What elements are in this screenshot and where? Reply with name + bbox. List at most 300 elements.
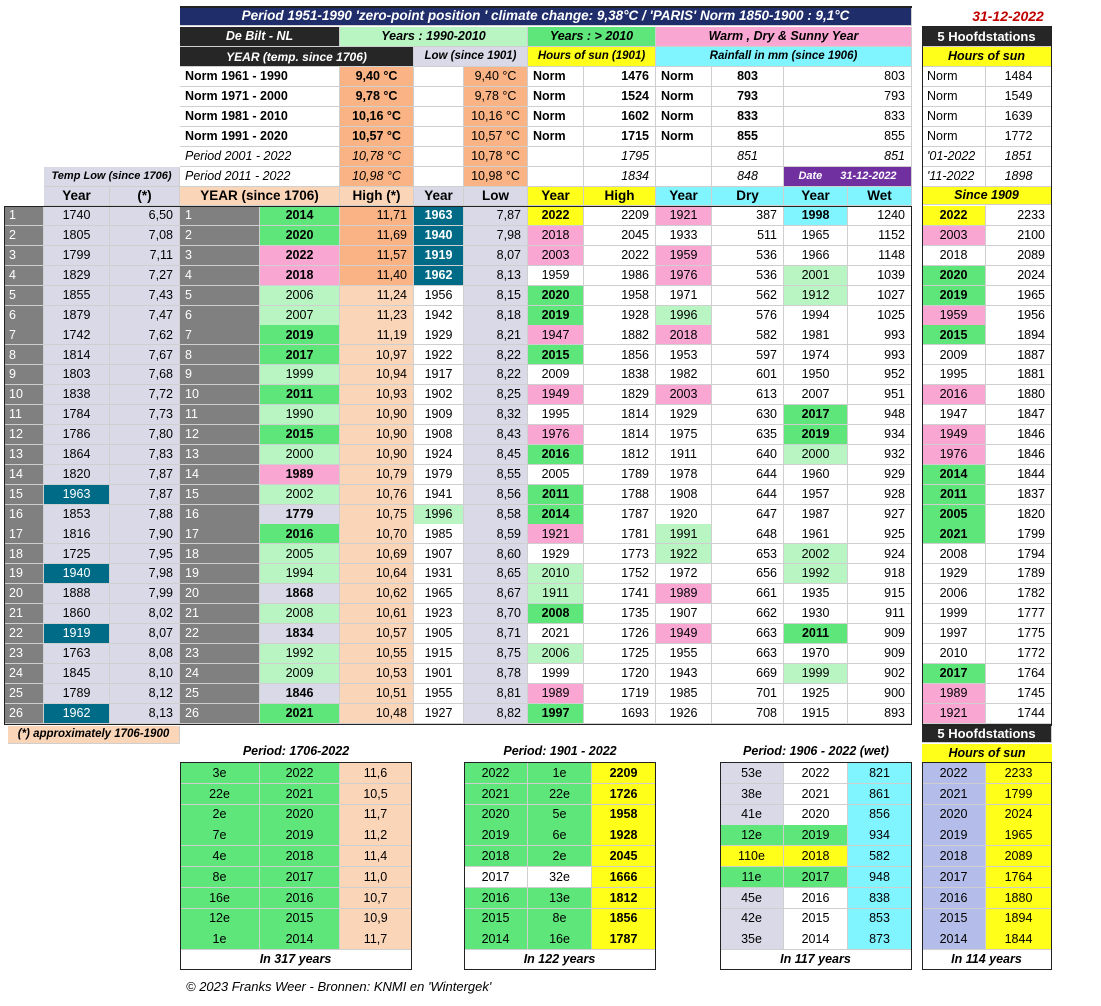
norm-spacer xyxy=(414,107,464,127)
rank-cell: 597 xyxy=(712,345,784,365)
rank-cell: 1773 xyxy=(584,544,656,564)
hoof-cell: 1844 xyxy=(986,929,1052,950)
rain-norm-label xyxy=(656,147,712,167)
rank-cell: 7,73 xyxy=(110,405,180,425)
sun-table-frame xyxy=(464,762,656,970)
rank-cell: 2014 xyxy=(260,206,340,226)
hoof-footer: In 114 years xyxy=(922,950,1052,970)
station-label: De Bilt - NL xyxy=(180,27,340,47)
rank-cell: 17 xyxy=(180,524,260,544)
hoof-norm-label: '11-2022 xyxy=(922,167,986,187)
rank-cell: 536 xyxy=(712,266,784,286)
temp-table-title: Period: 1706-2022 xyxy=(242,744,350,758)
rank-cell: 8,22 xyxy=(464,345,528,365)
date-box-value: 31-12-2022 xyxy=(840,170,897,182)
rank-cell: 12 xyxy=(180,425,260,445)
rank-cell: 7,80 xyxy=(110,425,180,445)
rank-cell: 511 xyxy=(712,226,784,246)
temp-cell: 11,2 xyxy=(340,825,412,846)
year-temp-header: YEAR (temp. since 1706) xyxy=(180,47,414,67)
hoof-cell: 2019 xyxy=(922,825,986,846)
rain-cell: 2016 xyxy=(784,888,848,909)
rank-cell: 8,18 xyxy=(464,306,528,326)
col-header-year5: Year xyxy=(784,187,848,206)
rank-cell: 1917 xyxy=(414,365,464,385)
rank-cell: 1994 xyxy=(784,306,848,326)
rank-cell: 8,13 xyxy=(464,266,528,286)
rank-cell: 1787 xyxy=(584,505,656,525)
rank-cell: 2005 xyxy=(922,505,986,525)
footnote: (*) approximately 1706-1900 xyxy=(8,726,180,744)
rank-cell: 2005 xyxy=(260,544,340,564)
sun-cell: 16e xyxy=(528,929,592,950)
temp-cell: 4e xyxy=(180,846,260,867)
hoof-cell: 2016 xyxy=(922,888,986,909)
rank-cell: 1925 xyxy=(784,684,848,704)
temp-cell: 22e xyxy=(180,784,260,805)
rank-cell: 1782 xyxy=(986,584,1052,604)
rank-cell: 1949 xyxy=(656,624,712,644)
rank-cell: 1965 xyxy=(784,226,848,246)
sun-cell: 2019 xyxy=(464,825,528,846)
temp-cell: 10,5 xyxy=(340,784,412,805)
col-header-wet: Wet xyxy=(848,187,912,206)
rank-cell: 1911 xyxy=(656,445,712,465)
rank-cell: 11,69 xyxy=(340,226,414,246)
temp-cell: 2e xyxy=(180,805,260,826)
rank-cell: 8,08 xyxy=(110,644,180,664)
rank-cell: 1814 xyxy=(44,345,110,365)
header-top-rule xyxy=(180,6,912,8)
rank-cell: 1976 xyxy=(528,425,584,445)
rank-cell: 2019 xyxy=(528,306,584,326)
rank-cell: 1947 xyxy=(922,405,986,425)
sun-cell: 6e xyxy=(528,825,592,846)
rain-cell: 45e xyxy=(720,888,784,909)
rank-cell: 1956 xyxy=(986,306,1052,326)
rain-norm-label: Norm xyxy=(656,127,712,147)
col-header-high2: High xyxy=(584,187,656,206)
rank-cell: 909 xyxy=(848,644,912,664)
rank-cell: 1966 xyxy=(784,246,848,266)
rank-cell: 924 xyxy=(848,544,912,564)
rank-cell: 1907 xyxy=(414,544,464,564)
rank-cell: 17 xyxy=(4,524,44,544)
rank-cell: 10,97 xyxy=(340,345,414,365)
rank-cell: 648 xyxy=(712,524,784,544)
rank-cell: 2015 xyxy=(922,325,986,345)
rank-cell: 2000 xyxy=(260,445,340,465)
rank-cell: 2010 xyxy=(528,564,584,584)
rain-table-title: Period: 1906 - 2022 (wet) xyxy=(743,744,889,758)
rain-cell: 934 xyxy=(848,825,912,846)
rank-cell: 2003 xyxy=(528,246,584,266)
rank-cell: 1999 xyxy=(528,664,584,684)
rank-cell: 1814 xyxy=(584,405,656,425)
rank-cell: 1741 xyxy=(584,584,656,604)
rank-cell: 26 xyxy=(4,704,44,724)
rank-cell: 1888 xyxy=(44,584,110,604)
norm-temp: 10,16 °C xyxy=(340,107,414,127)
rank-cell: 1961 xyxy=(784,524,848,544)
hoofdstations-bottom-header: 5 Hoofdstations xyxy=(922,724,1052,743)
rank-cell: 1 xyxy=(180,206,260,226)
rank-cell: 2011 xyxy=(528,485,584,505)
rain-cell: 2018 xyxy=(784,846,848,867)
rain-table-frame xyxy=(720,762,912,970)
rank-cell: 1974 xyxy=(784,345,848,365)
rank-cell: 1998 xyxy=(784,206,848,226)
norm-label: Norm 1961 - 1990 xyxy=(180,67,340,87)
norm-low: 10,78 °C xyxy=(464,147,528,167)
norm-temp: 9,78 °C xyxy=(340,87,414,107)
rank-cell: 1959 xyxy=(528,266,584,286)
rank-cell: 2017 xyxy=(922,664,986,684)
hoof-cell: 1764 xyxy=(986,867,1052,888)
rank-cell: 4 xyxy=(4,266,44,286)
temp-cell: 1e xyxy=(180,929,260,950)
rank-cell: 8 xyxy=(180,345,260,365)
rank-cell: 26 xyxy=(180,704,260,724)
rank-cell: 21 xyxy=(4,604,44,624)
rank-cell: 1820 xyxy=(44,465,110,485)
rank-cell: 2045 xyxy=(584,226,656,246)
rank-cell: 1959 xyxy=(922,306,986,326)
rank-cell: 2006 xyxy=(260,286,340,306)
rain-norm-b: 793 xyxy=(784,87,912,107)
rank-cell: 16 xyxy=(4,505,44,525)
hoof-norm-value: 1484 xyxy=(986,67,1052,87)
rank-cell: 1987 xyxy=(784,505,848,525)
temp-cell: 2014 xyxy=(260,929,340,950)
rank-cell: 1919 xyxy=(44,624,110,644)
rank-cell: 7,43 xyxy=(110,286,180,306)
rank-cell: 7 xyxy=(4,325,44,345)
rank-cell: 536 xyxy=(712,246,784,266)
rank-cell: 1915 xyxy=(784,704,848,724)
norm-temp: 10,78 °C xyxy=(340,147,414,167)
hoof-norm-value: 1772 xyxy=(986,127,1052,147)
rank-cell: 2003 xyxy=(656,385,712,405)
sun-norm-value: 1602 xyxy=(584,107,656,127)
rank-cell: 7,83 xyxy=(110,445,180,465)
rank-cell: 23 xyxy=(4,644,44,664)
rank-cell: 644 xyxy=(712,485,784,505)
hoof-norm-value: 1639 xyxy=(986,107,1052,127)
rank-cell: 1148 xyxy=(848,246,912,266)
rank-cell: 1982 xyxy=(656,365,712,385)
rank-cell: 8,13 xyxy=(110,704,180,724)
rank-cell: 925 xyxy=(848,524,912,544)
rank-cell: 7,87 xyxy=(110,465,180,485)
rank-cell: 1784 xyxy=(44,405,110,425)
rain-cell: 12e xyxy=(720,825,784,846)
rank-cell: 7,90 xyxy=(110,524,180,544)
rank-cell: 1908 xyxy=(656,485,712,505)
rain-cell: 856 xyxy=(848,805,912,826)
col-header-year4: Year xyxy=(656,187,712,206)
date-box xyxy=(784,167,912,187)
rank-cell: 2000 xyxy=(784,445,848,465)
temp-cell: 11,7 xyxy=(340,929,412,950)
rank-cell: 5 xyxy=(4,286,44,306)
hours-sun-header: Hours of sun (1901) xyxy=(528,47,656,67)
rank-cell: 1957 xyxy=(784,485,848,505)
temp-cell: 2022 xyxy=(260,763,340,784)
rank-cell: 8,81 xyxy=(464,684,528,704)
rank-cell: 915 xyxy=(848,584,912,604)
sun-cell: 1856 xyxy=(592,909,656,930)
rank-cell: 1905 xyxy=(414,624,464,644)
rank-cell: 1989 xyxy=(656,584,712,604)
ranking-frame xyxy=(4,206,912,725)
temp-cell: 7e xyxy=(180,825,260,846)
rank-cell: 1989 xyxy=(922,684,986,704)
rank-cell: 2016 xyxy=(260,524,340,544)
rain-cell: 821 xyxy=(848,763,912,784)
hoof-norm-value: 1549 xyxy=(986,87,1052,107)
sun-cell: 2022 xyxy=(464,763,528,784)
sun-norm-label: Norm xyxy=(528,127,584,147)
rank-cell: 2021 xyxy=(922,524,986,544)
rank-cell: 7,72 xyxy=(110,385,180,405)
rain-norm-label: Norm xyxy=(656,67,712,87)
rank-cell: 7,67 xyxy=(110,345,180,365)
hoof-norm-label: Norm xyxy=(922,87,986,107)
rank-cell: 1816 xyxy=(44,524,110,544)
rank-cell: 2019 xyxy=(260,325,340,345)
rank-cell: 1959 xyxy=(656,246,712,266)
rank-cell: 1845 xyxy=(44,664,110,684)
rank-cell: 1740 xyxy=(44,206,110,226)
rain-cell: 41e xyxy=(720,805,784,826)
rank-cell: 1997 xyxy=(528,704,584,724)
rain-norm-label xyxy=(656,167,712,187)
hoof-norm-value: 1898 xyxy=(986,167,1052,187)
sun-cell: 1928 xyxy=(592,825,656,846)
sun-table-title: Period: 1901 - 2022 xyxy=(503,744,617,758)
rank-cell: 2008 xyxy=(922,544,986,564)
rank-cell: 1882 xyxy=(584,325,656,345)
rank-cell: 1989 xyxy=(528,684,584,704)
rank-cell: 669 xyxy=(712,664,784,684)
rank-cell: 18 xyxy=(180,544,260,564)
rank-cell: 20 xyxy=(180,584,260,604)
temp-cell: 11,7 xyxy=(340,805,412,826)
rank-cell: 8,10 xyxy=(110,664,180,684)
rank-cell: 11,19 xyxy=(340,325,414,345)
rank-cell: 8,12 xyxy=(110,684,180,704)
rank-cell: 1996 xyxy=(656,306,712,326)
rank-cell: 10,76 xyxy=(340,485,414,505)
rank-cell: 1962 xyxy=(414,266,464,286)
rank-cell: 1975 xyxy=(656,425,712,445)
rank-cell: 1735 xyxy=(584,604,656,624)
rank-cell: 8,70 xyxy=(464,604,528,624)
rain-cell: 2022 xyxy=(784,763,848,784)
rank-cell: 2016 xyxy=(528,445,584,465)
rain-cell: 2019 xyxy=(784,825,848,846)
rank-cell: 2024 xyxy=(986,266,1052,286)
rank-cell: 7,88 xyxy=(110,505,180,525)
rank-cell: 8,60 xyxy=(464,544,528,564)
rank-cell: 1829 xyxy=(44,266,110,286)
sun-norm-value: 1834 xyxy=(584,167,656,187)
temp-cell: 8e xyxy=(180,867,260,888)
rank-cell: 1772 xyxy=(986,644,1052,664)
sun-cell: 1666 xyxy=(592,867,656,888)
rank-cell: 1989 xyxy=(260,465,340,485)
rain-cell: 38e xyxy=(720,784,784,805)
rank-cell: 1953 xyxy=(656,345,712,365)
rank-cell: 2020 xyxy=(528,286,584,306)
col-header-star: (*) xyxy=(110,187,180,206)
rank-cell: 11,40 xyxy=(340,266,414,286)
rank-cell: 1152 xyxy=(848,226,912,246)
rank-cell: 1963 xyxy=(44,485,110,505)
rank-cell: 14 xyxy=(180,465,260,485)
norm-label: Norm 1991 - 2020 xyxy=(180,127,340,147)
date-box-label: Date xyxy=(798,170,823,182)
rank-cell: 2018 xyxy=(922,246,986,266)
rank-cell: 8,07 xyxy=(464,246,528,266)
rank-cell: 3 xyxy=(4,246,44,266)
rank-cell: 1 xyxy=(4,206,44,226)
rank-cell: 2017 xyxy=(260,345,340,365)
temp-low-label: Temp Low (since 1706) xyxy=(44,167,180,187)
rank-cell: 10,75 xyxy=(340,505,414,525)
temp-cell: 11,4 xyxy=(340,846,412,867)
rank-cell: 1960 xyxy=(784,465,848,485)
rank-cell: 8,56 xyxy=(464,485,528,505)
rank-cell: 1979 xyxy=(414,465,464,485)
rank-cell: 2009 xyxy=(260,664,340,684)
sun-norm-value: 1524 xyxy=(584,87,656,107)
rank-cell: 1764 xyxy=(986,664,1052,684)
rank-cell: 1868 xyxy=(260,584,340,604)
rank-cell: 2018 xyxy=(260,266,340,286)
rank-cell: 1908 xyxy=(414,425,464,445)
rank-cell: 1940 xyxy=(414,226,464,246)
rain-cell: 110e xyxy=(720,846,784,867)
rank-cell: 10,93 xyxy=(340,385,414,405)
rank-cell: 1803 xyxy=(44,365,110,385)
rank-cell: 1930 xyxy=(784,604,848,624)
temp-cell: 16e xyxy=(180,888,260,909)
sun-norm-label xyxy=(528,147,584,167)
hoof-cell: 2233 xyxy=(986,763,1052,784)
norm-spacer xyxy=(414,127,464,147)
rank-cell: 8,15 xyxy=(464,286,528,306)
rain-norm-b: 851 xyxy=(784,147,912,167)
rank-cell: 893 xyxy=(848,704,912,724)
rank-cell: 1956 xyxy=(414,286,464,306)
col-header-year: Year xyxy=(44,187,110,206)
rank-cell: 5 xyxy=(180,286,260,306)
hours-of-sun-header: Hours of sun xyxy=(922,47,1052,67)
rank-cell: 1931 xyxy=(414,564,464,584)
rank-cell: 1725 xyxy=(584,644,656,664)
rank-cell: 7,47 xyxy=(110,306,180,326)
rank-cell: 1963 xyxy=(414,206,464,226)
temp-cell: 2018 xyxy=(260,846,340,867)
rank-cell: 11 xyxy=(180,405,260,425)
col-header-dry: Dry xyxy=(712,187,784,206)
rank-cell: 8,67 xyxy=(464,584,528,604)
rank-cell: 8,58 xyxy=(464,505,528,525)
rank-cell: 635 xyxy=(712,425,784,445)
rank-cell: 20 xyxy=(4,584,44,604)
rank-cell: 10,53 xyxy=(340,664,414,684)
rank-cell: 653 xyxy=(712,544,784,564)
rank-cell: 2014 xyxy=(922,465,986,485)
rank-cell: 2014 xyxy=(528,505,584,525)
temp-cell: 2021 xyxy=(260,784,340,805)
sun-norm-label xyxy=(528,167,584,187)
rank-cell: 1820 xyxy=(986,505,1052,525)
rank-cell: 2015 xyxy=(260,425,340,445)
sun-norm-label: Norm xyxy=(528,87,584,107)
rank-cell: 1812 xyxy=(584,445,656,465)
rank-cell: 601 xyxy=(712,365,784,385)
rank-cell: 2020 xyxy=(922,266,986,286)
rank-cell: 2019 xyxy=(784,425,848,445)
rank-cell: 1950 xyxy=(784,365,848,385)
norm-low: 10,16 °C xyxy=(464,107,528,127)
warm-dry-sunny-label: Warm , Dry & Sunny Year xyxy=(656,27,912,47)
rank-cell: 1978 xyxy=(656,465,712,485)
rank-cell: 1693 xyxy=(584,704,656,724)
rank-cell: 8,25 xyxy=(464,385,528,405)
rank-cell: 1986 xyxy=(584,266,656,286)
rank-cell: 2001 xyxy=(784,266,848,286)
rank-cell: 7,99 xyxy=(110,584,180,604)
rank-cell: 8,75 xyxy=(464,644,528,664)
rank-cell: 1921 xyxy=(922,704,986,724)
rank-cell: 1972 xyxy=(656,564,712,584)
rank-cell: 8,02 xyxy=(110,604,180,624)
rank-cell: 1999 xyxy=(784,664,848,684)
rank-cell: 1958 xyxy=(584,286,656,306)
rain-norm-a: 848 xyxy=(712,167,784,187)
temp-cell: 12e xyxy=(180,909,260,930)
rank-cell: 2009 xyxy=(528,365,584,385)
rank-cell: 2011 xyxy=(922,485,986,505)
rank-cell: 6 xyxy=(4,306,44,326)
rank-cell: 1923 xyxy=(414,604,464,624)
rank-cell: 1909 xyxy=(414,405,464,425)
rank-cell: 1995 xyxy=(528,405,584,425)
rank-cell: 1844 xyxy=(986,465,1052,485)
rank-cell: 1742 xyxy=(44,325,110,345)
rank-cell: 2100 xyxy=(986,226,1052,246)
rank-cell: 1745 xyxy=(986,684,1052,704)
rank-cell: 7,87 xyxy=(110,485,180,505)
hoof-cell: 2014 xyxy=(922,929,986,950)
rank-cell: 1805 xyxy=(44,226,110,246)
rain-cell: 838 xyxy=(848,888,912,909)
rank-cell: 10,90 xyxy=(340,445,414,465)
rank-cell: 1990 xyxy=(260,405,340,425)
rank-cell: 22 xyxy=(180,624,260,644)
rank-cell: 13 xyxy=(4,445,44,465)
rank-cell: 1996 xyxy=(414,505,464,525)
rain-footer: In 117 years xyxy=(720,950,912,970)
rank-cell: 902 xyxy=(848,664,912,684)
hoof-cell: 1880 xyxy=(986,888,1052,909)
rank-cell: 8,22 xyxy=(464,365,528,385)
rank-cell: 8,32 xyxy=(464,405,528,425)
